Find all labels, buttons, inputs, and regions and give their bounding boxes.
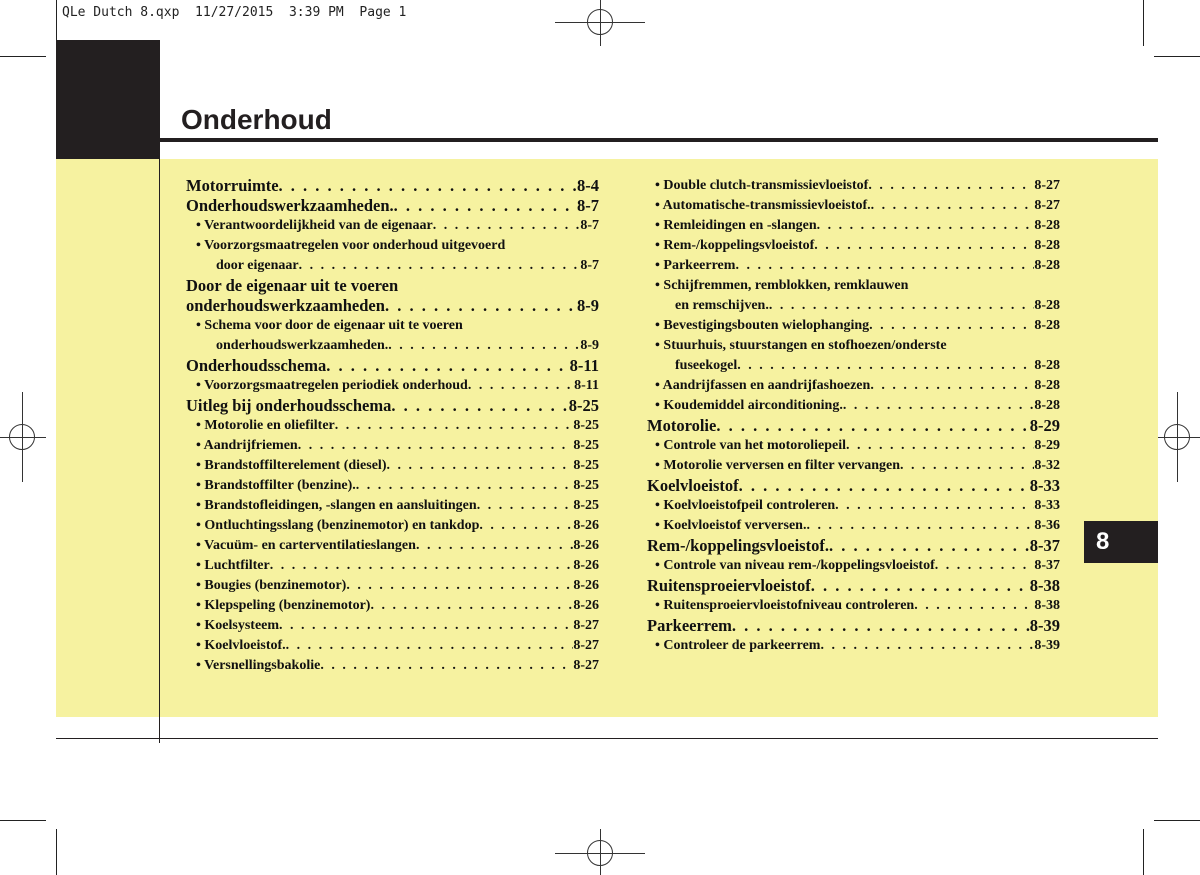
toc-subentry[interactable]: [647, 376, 1060, 396]
toc-page-number: 8-27: [1034, 178, 1060, 193]
toc-subentry[interactable]: [186, 656, 599, 676]
toc-subentry[interactable]: [647, 256, 1060, 276]
registration-mark: [600, 0, 601, 46]
toc-subentry[interactable]: [647, 236, 1060, 256]
toc-subentry[interactable]: [186, 376, 599, 396]
registration-mark: [600, 829, 601, 875]
toc-page-number: 8-38: [1029, 576, 1060, 595]
toc-page-number: 8-25: [573, 458, 599, 473]
toc-entry[interactable]: [186, 396, 599, 416]
toc-entry[interactable]: [647, 476, 1060, 496]
toc-right-column: [647, 176, 1060, 656]
toc-entry-label: fuseekogel: [675, 358, 738, 373]
toc-page-number: 8-7: [580, 218, 599, 233]
toc-page-number: 8-27: [1034, 198, 1060, 213]
bottom-rule: [56, 738, 1158, 739]
toc-page-number: 8-28: [1034, 218, 1060, 233]
toc-entry[interactable]: [186, 196, 599, 216]
dot-leader: [732, 616, 1030, 636]
toc-subentry[interactable]: [647, 456, 1060, 476]
dot-leader: [468, 376, 574, 396]
toc-entry-label: • Versnellingsbakolie: [196, 658, 321, 673]
toc-subentry[interactable]: [186, 636, 599, 656]
dot-leader: [716, 416, 1029, 436]
toc-page-number: 8-26: [573, 598, 599, 613]
dot-leader: [814, 236, 1034, 256]
dot-leader: [869, 316, 1034, 336]
chapter-tab[interactable]: 8: [1084, 521, 1158, 563]
toc-subentry[interactable]: [186, 556, 599, 576]
toc-subentry[interactable]: [186, 616, 599, 636]
toc-page-number: 8-27: [573, 618, 599, 633]
toc-page-number: 8-33: [1034, 498, 1060, 513]
toc-entry-label: en remschijven.: [675, 298, 769, 313]
toc-entry-label: • Brandstofleidingen, -slangen en aansluitingen: [196, 498, 477, 513]
crop-mark: [1154, 56, 1200, 57]
toc-page-number: 8-25: [573, 498, 599, 513]
dot-leader: [769, 296, 1034, 316]
toc-page-number: 8-37: [1029, 536, 1060, 555]
toc-entry-label: Ruitensproeiervloeistof: [647, 576, 811, 595]
registration-mark: [1177, 392, 1178, 482]
toc-entry-label: • Koelvloeistof.: [196, 638, 286, 653]
crop-mark: [1143, 829, 1144, 875]
toc-page-number: 8-28: [1034, 238, 1060, 253]
toc-page-number: 8-28: [1034, 298, 1060, 313]
toc-page-number: 8-26: [573, 538, 599, 553]
toc-subentry[interactable]: [647, 496, 1060, 516]
print-slug: QLe Dutch 8.qxp 11/27/2015 3:39 PM Page 1: [62, 5, 407, 20]
dot-leader: [270, 556, 574, 576]
toc-entry-label: • Verantwoordelijkheid van de eigenaar: [196, 218, 433, 233]
dot-leader: [346, 576, 573, 596]
toc-page-number: 8-25: [573, 438, 599, 453]
dot-leader: [477, 496, 574, 516]
crop-mark: [1143, 0, 1144, 46]
dot-leader: [356, 476, 574, 496]
dot-leader: [416, 536, 573, 556]
toc-entry-label: • Schema voor door de eigenaar uit te voeren: [196, 318, 463, 333]
toc-page-number: 8-25: [573, 478, 599, 493]
toc-entry-label: • Voorzorgsmaatregelen periodiek onderhoud: [196, 378, 468, 393]
toc-entry[interactable]: [647, 536, 1060, 556]
dot-leader: [735, 256, 1034, 276]
toc-subentry[interactable]: [186, 236, 599, 256]
toc-subentry[interactable]: [186, 516, 599, 536]
toc-page-number: 8-29: [1034, 438, 1060, 453]
toc-subentry[interactable]: [647, 336, 1060, 356]
crop-mark: [0, 820, 46, 821]
toc-subentry[interactable]: [186, 476, 599, 496]
toc-page-number: 8-36: [1034, 518, 1060, 533]
toc-entry-label: Uitleg bij onderhoudsschema: [186, 396, 392, 415]
toc-page-number: 8-28: [1034, 358, 1060, 373]
dot-leader: [871, 196, 1035, 216]
title-rule: [56, 138, 1158, 142]
toc-page-number: 8-11: [569, 356, 599, 375]
toc-entry-label: • Koudemiddel airconditioning.: [655, 398, 843, 413]
dot-leader: [391, 396, 568, 416]
toc-subentry[interactable]: [647, 356, 1060, 376]
dot-leader: [433, 216, 581, 236]
toc-page-number: 8-25: [573, 418, 599, 433]
toc-page-number: 8-11: [574, 378, 599, 393]
toc-subentry[interactable]: [186, 496, 599, 516]
toc-entry-label: • Stuurhuis, stuurstangen en stofhoezen/onderste: [655, 338, 947, 353]
toc-subentry[interactable]: [186, 436, 599, 456]
toc-page-number: 8-28: [1034, 258, 1060, 273]
toc-page-number: 8-7: [577, 196, 599, 215]
dot-leader: [739, 476, 1030, 496]
dot-leader: [298, 436, 574, 456]
toc-subentry[interactable]: [647, 196, 1060, 216]
toc-entry-label: • Koelvloeistofpeil controleren: [655, 498, 836, 513]
toc-page-number: 8-37: [1034, 558, 1060, 573]
dot-leader: [385, 296, 577, 316]
toc-page-number: 8-28: [1034, 398, 1060, 413]
toc-subentry[interactable]: [186, 456, 599, 476]
crop-mark: [1154, 820, 1200, 821]
toc-entry-label: Parkeerrem: [647, 616, 732, 635]
page-title: Onderhoud: [181, 104, 332, 135]
toc-entry-label: • Parkeerrem: [655, 258, 736, 273]
registration-mark: [22, 392, 23, 482]
toc-entry-label: • Brandstoffilterelement (diesel): [196, 458, 387, 473]
toc-page-number: 8-26: [573, 558, 599, 573]
dot-leader: [394, 196, 577, 216]
dot-leader: [868, 176, 1034, 196]
toc-entry-label: • Rem-/koppelingsvloeistof: [655, 238, 815, 253]
dot-leader: [386, 456, 573, 476]
toc-entry-label: • Aandrijfassen en aandrijfashoezen: [655, 378, 871, 393]
toc-page-number: 8-32: [1034, 458, 1060, 473]
toc-subentry[interactable]: [186, 416, 599, 436]
toc-subentry[interactable]: [647, 316, 1060, 336]
dot-leader: [479, 516, 573, 536]
dot-leader: [900, 456, 1034, 476]
toc-entry-label: • Controleer de parkeerrem: [655, 638, 821, 653]
toc-page-number: 8-4: [577, 176, 599, 195]
dot-leader: [279, 616, 573, 636]
toc-entry[interactable]: [186, 176, 599, 196]
toc-subentry[interactable]: [647, 436, 1060, 456]
toc-entry-label: • Controle van het motoroliepeil: [655, 438, 847, 453]
toc-entry-label: • Double clutch-transmissievloeistof: [655, 178, 869, 193]
toc-subentry[interactable]: [647, 516, 1060, 536]
dot-leader: [846, 436, 1034, 456]
dot-leader: [737, 356, 1034, 376]
toc-entry[interactable]: [647, 416, 1060, 436]
toc-entry-label: • Bougies (benzinemotor): [196, 578, 347, 593]
toc-subentry[interactable]: [647, 396, 1060, 416]
toc-entry-label: • Koelvloeistof verversen.: [655, 518, 807, 533]
toc-entry-label: Onderhoudswerkzaamheden.: [186, 196, 394, 215]
toc-entry-label: • Brandstoffilter (benzine).: [196, 478, 356, 493]
toc-entry-label: Onderhoudsschema: [186, 356, 327, 375]
crop-mark: [0, 56, 46, 57]
toc-page-number: 8-25: [568, 396, 599, 415]
toc-page-number: 8-38: [1034, 598, 1060, 613]
toc-entry-label: Motorruimte: [186, 176, 279, 195]
toc-page-number: 8-26: [573, 518, 599, 533]
toc-entry-label: • Klepspeling (benzinemotor): [196, 598, 371, 613]
dot-leader: [914, 596, 1034, 616]
toc-entry-label: • Motorolie verversen en filter vervangen: [655, 458, 901, 473]
dot-leader: [370, 596, 573, 616]
dot-leader: [335, 416, 574, 436]
toc-entry-label: • Remleidingen en -slangen: [655, 218, 817, 233]
chapter-header-block: [56, 40, 160, 160]
toc-entry-label: onderhoudswerkzaamheden.: [216, 338, 389, 353]
toc-subentry[interactable]: [647, 596, 1060, 616]
toc-entry-label: • Ontluchtingsslang (benzinemotor) en tankdop: [196, 518, 480, 533]
dot-leader: [817, 216, 1035, 236]
toc-subentry[interactable]: [186, 316, 599, 336]
toc-entry[interactable]: [647, 616, 1060, 636]
dot-leader: [279, 176, 577, 196]
toc-subentry[interactable]: [186, 576, 599, 596]
toc-entry-label: • Bevestigingsbouten wielophanging: [655, 318, 870, 333]
dot-leader: [935, 556, 1035, 576]
toc-entry-label: • Ruitensproeiervloeistofniveau controleren: [655, 598, 915, 613]
toc-entry-label: Motorolie: [647, 416, 717, 435]
toc-subentry[interactable]: [186, 596, 599, 616]
toc-subentry[interactable]: [647, 556, 1060, 576]
dot-leader: [829, 536, 1030, 556]
toc-entry-label: • Vacuüm- en carterventilatieslangen: [196, 538, 416, 553]
registration-mark: [0, 437, 46, 438]
toc-page-number: 8-26: [573, 578, 599, 593]
toc-entry-label: • Automatische-transmissievloeistof.: [655, 198, 871, 213]
toc-subentry[interactable]: [647, 636, 1060, 656]
toc-entry-label: • Koelsysteem: [196, 618, 280, 633]
toc-entry[interactable]: [186, 276, 599, 296]
toc-subentry[interactable]: [647, 216, 1060, 236]
dot-leader: [820, 636, 1034, 656]
toc-subentry[interactable]: [647, 176, 1060, 196]
toc-entry-label: • Aandrijfriemen: [196, 438, 298, 453]
toc-page-number: 8-7: [580, 258, 599, 273]
toc-entry-label: door eigenaar: [216, 258, 299, 273]
margin-rule: [159, 159, 160, 743]
dot-leader: [835, 496, 1034, 516]
dot-leader: [811, 576, 1030, 596]
dot-leader: [320, 656, 573, 676]
toc-entry[interactable]: [186, 356, 599, 376]
toc-subentry[interactable]: [186, 256, 599, 276]
toc-page-number: 8-28: [1034, 378, 1060, 393]
dot-leader: [286, 636, 574, 656]
dot-leader: [870, 376, 1034, 396]
toc-page-number: 8-28: [1034, 318, 1060, 333]
toc-entry-label: • Motorolie en oliefilter: [196, 418, 335, 433]
toc-entry[interactable]: [647, 576, 1060, 596]
toc-page-number: 8-33: [1029, 476, 1060, 495]
toc-entry-label: • Voorzorgsmaatregelen voor onderhoud uitgevoerd: [196, 238, 506, 253]
toc-entry[interactable]: [186, 296, 599, 316]
dot-leader: [806, 516, 1034, 536]
dot-leader: [299, 256, 581, 276]
dot-leader: [843, 396, 1034, 416]
toc-entry-label: onderhoudswerkzaamheden: [186, 296, 385, 315]
toc-page-number: 8-9: [580, 338, 599, 353]
toc-entry-label: • Schijfremmen, remblokken, remklauwen: [655, 278, 909, 293]
toc-entry-label: • Controle van niveau rem-/koppelingsvloeistof: [655, 558, 935, 573]
toc-subentry[interactable]: [186, 216, 599, 236]
toc-page-number: 8-9: [577, 296, 599, 315]
toc-page-number: 8-27: [573, 638, 599, 653]
toc-subentry[interactable]: [647, 276, 1060, 296]
dot-leader: [326, 356, 569, 376]
toc-page-number: 8-39: [1034, 638, 1060, 653]
toc-subentry[interactable]: [186, 536, 599, 556]
toc-subentry[interactable]: [647, 296, 1060, 316]
toc-page-number: 8-27: [573, 658, 599, 673]
toc-entry-label: Door de eigenaar uit te voeren: [186, 276, 399, 295]
dot-leader: [388, 336, 580, 356]
toc-left-column: [186, 176, 599, 676]
crop-mark: [56, 829, 57, 875]
toc-page-number: 8-39: [1029, 616, 1060, 635]
toc-entry-label: Rem-/koppelingsvloeistof.: [647, 536, 829, 555]
toc-subentry[interactable]: [186, 336, 599, 356]
toc-entry-label: • Luchtfilter: [196, 558, 270, 573]
toc-entry-label: Koelvloeistof: [647, 476, 739, 495]
toc-page-number: 8-29: [1029, 416, 1060, 435]
